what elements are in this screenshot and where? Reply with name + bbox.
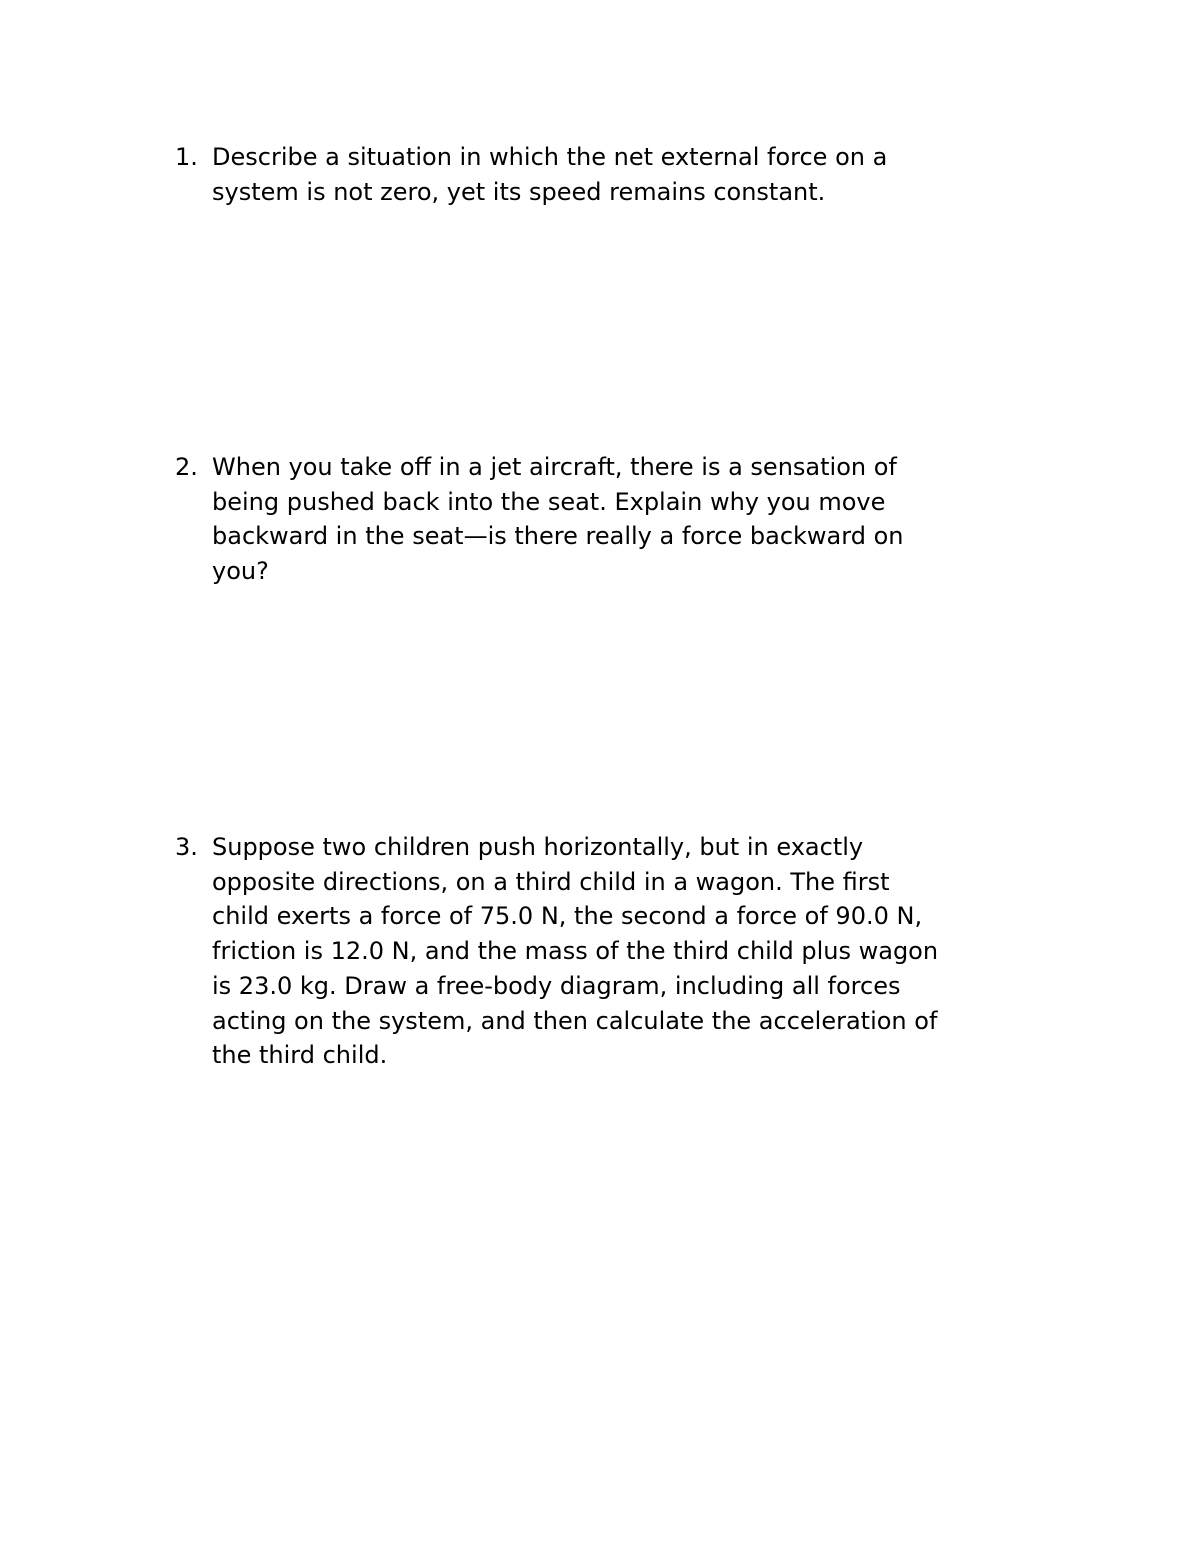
question-text: When you take off in a jet aircraft, there is a sensation of being pushed back into the seat. Explain why you move backward in the seat—is there really a force backward on you? — [212, 453, 904, 586]
question-text: Suppose two children push horizontally, but in exactly opposite directions, on a third child in a wagon. The first child exerts a force of 75.0 N, the second a force of 90.0 N, friction is 12.0 N, and the mass of the third child plus wagon is 23.0 kg. Draw a free-body diagram, including all forces acting on the system, and then calculate the acceleration of the third child. — [212, 833, 939, 1070]
question-text: Describe a situation in which the net external force on a system is not zero, yet its speed remains constant. — [212, 143, 888, 206]
question-number: 2. — [175, 453, 198, 481]
question-3 — [175, 830, 1055, 1073]
question-2 — [175, 450, 1055, 589]
question-number: 1. — [175, 143, 198, 171]
question-1 — [175, 140, 1055, 209]
question-number: 3. — [175, 833, 198, 861]
